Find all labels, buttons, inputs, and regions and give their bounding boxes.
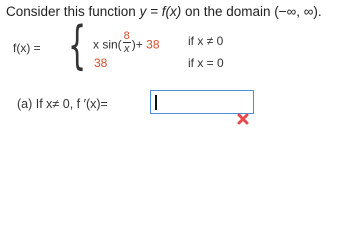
case1-plus: + <box>135 37 147 52</box>
function-lhs: f(x) = <box>13 41 41 55</box>
derivative-answer-input[interactable] <box>150 90 254 114</box>
domain-interval: (−∞, ∞). <box>274 4 322 19</box>
case1-close: ) <box>131 37 136 52</box>
prompt-prefix: Consider this function <box>6 4 140 19</box>
problem-prompt <box>6 4 322 19</box>
fraction-numerator: 8 <box>123 30 130 42</box>
case1-condition: if x ≠ 0 <box>188 34 224 48</box>
case1-constant: 38 <box>146 37 160 52</box>
piecewise-brace: { <box>68 16 87 76</box>
text-cursor <box>155 95 157 110</box>
question-label: (a) If x≠ 0, f ′(x)= <box>17 97 108 111</box>
piecewise-case-1 <box>93 30 160 58</box>
case1-lead: x sin( <box>93 37 122 52</box>
fraction-denominator: x <box>123 43 130 55</box>
prompt-mid: on the domain <box>181 4 275 19</box>
function-expression: y = f(x) <box>139 4 182 19</box>
cross-icon <box>236 112 250 126</box>
case1-fraction <box>123 30 131 55</box>
case2-condition: if x = 0 <box>188 56 224 70</box>
case2-value: 38 <box>94 56 108 70</box>
